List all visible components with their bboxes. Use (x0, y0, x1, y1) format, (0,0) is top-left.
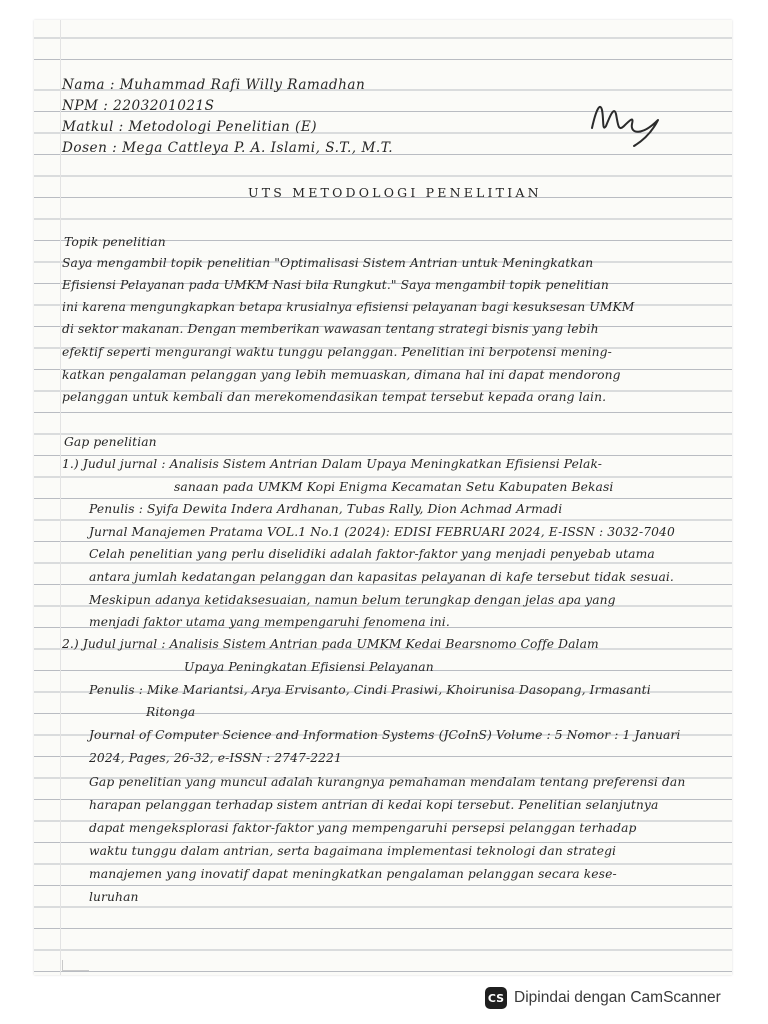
topik-line: katkan pengalaman pelanggan yang lebih memuaskan, dimana hal ini dapat mendorong (62, 368, 621, 382)
topik-line: efektif seperti mengurangi waktu tunggu pelanggan. Penelitian ini berpotensi mening- (62, 345, 612, 359)
page-corner-mark (62, 960, 89, 971)
header-npm: NPM : 2203201021S (62, 98, 215, 114)
scanned-paper (34, 20, 732, 975)
gap-item-line: luruhan (89, 890, 139, 904)
gap-item-line: Upaya Peningkatan Efisiensi Pelayanan (184, 660, 434, 674)
topik-line: pelanggan untuk kembali dan merekomendasikan tempat tersebut kepada orang lain. (62, 390, 607, 404)
paper-margin-line (60, 20, 61, 975)
gap-item-line: Ritonga (146, 705, 196, 719)
gap-item-line: dapat mengeksplorasi faktor-faktor yang mempengaruhi persepsi pelanggan terhadap (89, 821, 637, 835)
gap-item-line: Jurnal Manajemen Pratama VOL.1 No.1 (2024): EDISI FEBRUARI 2024, E-ISSN : 3032-7040 (89, 525, 675, 539)
gap-item-line: 1.) Judul jurnal : Analisis Sistem Antrian Dalam Upaya Meningkatkan Efisiensi Pelak- (62, 457, 603, 471)
gap-item-line: Penulis : Syifa Dewita Indera Ardhanan, Tubas Rally, Dion Achmad Armadi (89, 502, 563, 516)
gap-item-line: Penulis : Mike Mariantsi, Arya Ervisanto, Cindi Prasiwi, Khoirunisa Dasopang, Irmasanti (89, 683, 651, 697)
gap-item-line: antara jumlah kedatangan pelanggan dan kapasitas pelayanan di kafe tersebut tidak sesuai. (89, 570, 674, 584)
gap-item-line: Meskipun adanya ketidaksesuaian, namun belum terungkap dengan jelas apa yang (89, 593, 616, 607)
topik-line: Saya mengambil topik penelitian "Optimalisasi Sistem Antrian untuk Meningkatkan (62, 256, 594, 270)
camscanner-text: Dipindai dengan CamScanner (514, 989, 721, 1006)
gap-item-line: harapan pelanggan terhadap sistem antrian di kedai kopi tersebut. Penelitian selanjutnya (89, 798, 659, 812)
camscanner-watermark (485, 983, 721, 1013)
gap-item-line: sanaan pada UMKM Kopi Enigma Kecamatan Setu Kabupaten Bekasi (174, 480, 614, 494)
gap-item-line: 2.) Judul jurnal : Analisis Sistem Antrian pada UMKM Kedai Bearsnomo Coffe Dalam (62, 637, 599, 651)
topik-line: ini karena mengungkapkan betapa krusialnya efisiensi pelayanan bagi kesuksesan UMKM (62, 300, 635, 314)
gap-item-line: manajemen yang inovatif dapat meningkatkan pengalaman pelanggan secara kese- (89, 867, 617, 881)
header-dosen: Dosen : Mega Cattleya P. A. Islami, S.T., M.T. (62, 140, 394, 156)
camscanner-logo-icon: CS (485, 987, 507, 1009)
gap-item-line: waktu tunggu dalam antrian, serta bagaimana implementasi teknologi dan strategi (89, 844, 617, 858)
gap-item-line: Journal of Computer Science and Information Systems (JCoInS) Volume : 5 Nomor : 1 Januari (89, 728, 681, 742)
gap-item-line: 2024, Pages, 26-32, e-ISSN : 2747-2221 (89, 751, 342, 765)
signature-icon (582, 80, 672, 155)
header-nama: Nama : Muhammad Rafi Willy Ramadhan (62, 77, 366, 93)
page-title: UTS METODOLOGI PENELITIAN (248, 185, 542, 200)
topik-line: di sektor makanan. Dengan memberikan wawasan tentang strategi bisnis yang lebih (62, 322, 599, 336)
topik-heading: Topik penelitian (64, 235, 166, 249)
topik-line: Efisiensi Pelayanan pada UMKM Nasi bila Rungkut." Saya mengambil topik penelitian (62, 278, 609, 292)
gap-item-line: menjadi faktor utama yang mempengaruhi fenomena ini. (89, 615, 450, 629)
gap-item-line: Gap penelitian yang muncul adalah kurangnya pemahaman mendalam tentang preferensi dan (89, 775, 686, 789)
gap-heading: Gap penelitian (64, 435, 157, 449)
header-matkul: Matkul : Metodologi Penelitian (E) (62, 119, 318, 135)
gap-item-line: Celah penelitian yang perlu diselidiki adalah faktor-faktor yang menjadi penyebab utama (89, 547, 655, 561)
